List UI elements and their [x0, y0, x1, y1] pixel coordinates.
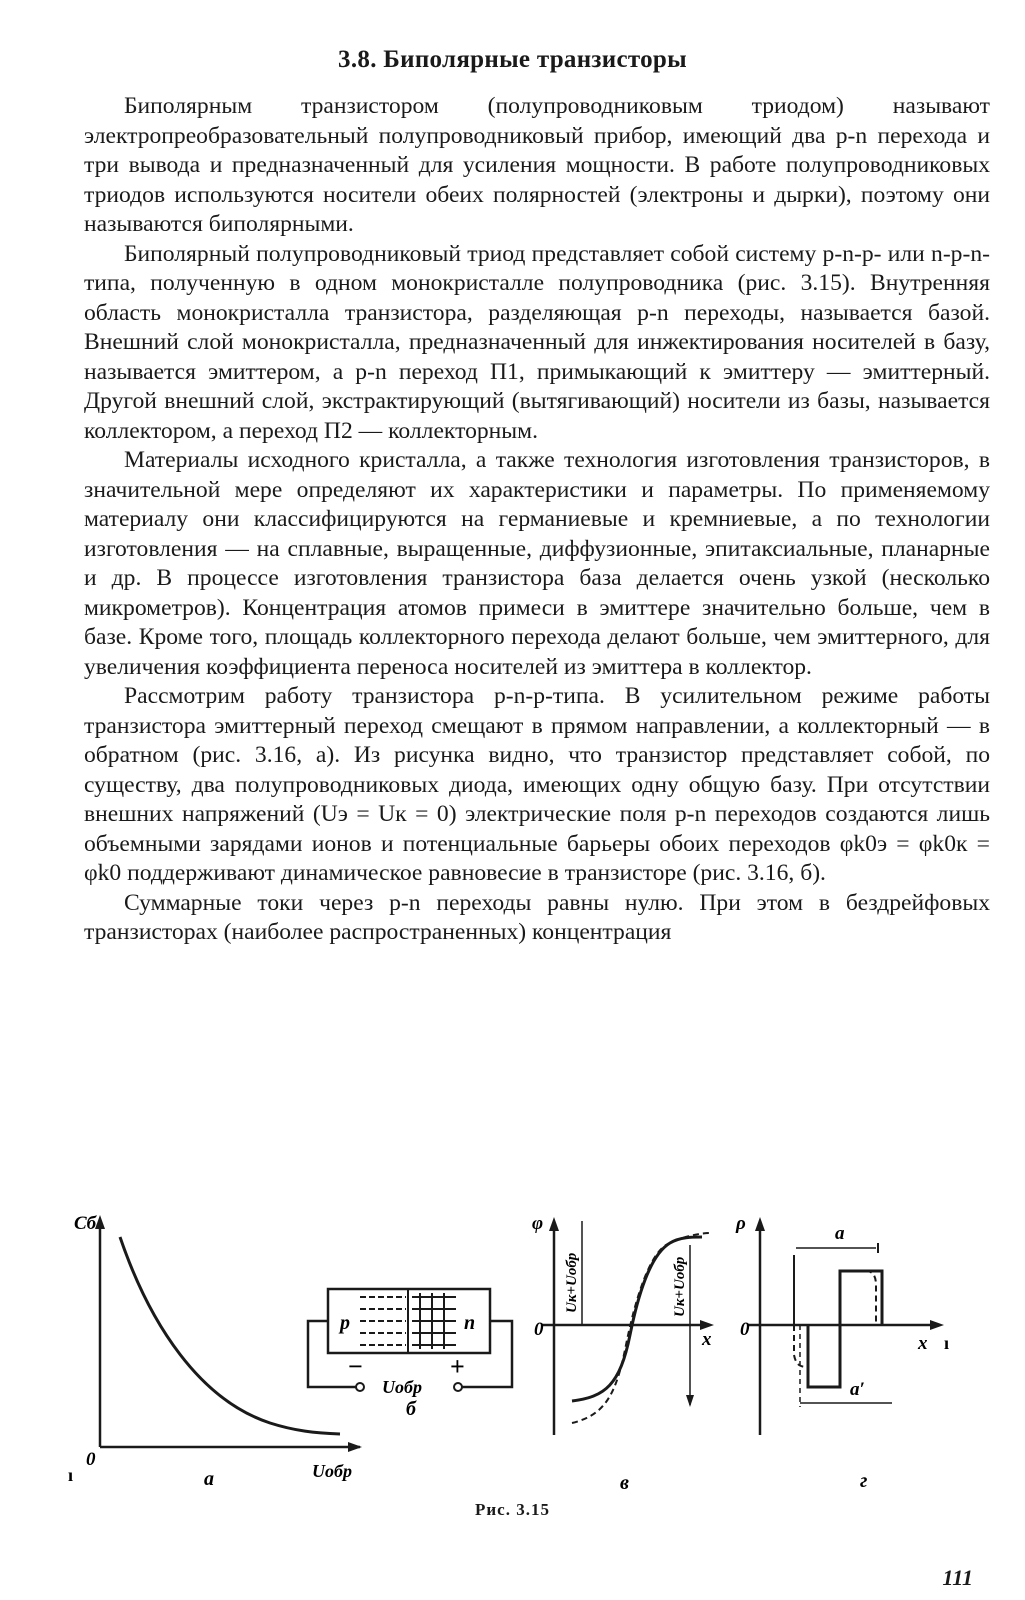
panel-b-voltage: Uобр [382, 1377, 422, 1397]
paragraph-4: Рассмотрим работу транзистора p-n-p-типа. В усилительном режиме работы транзистора эмиттерный переход смещают в прямом направлении, а коллекторный — в обратном (рис. 3.16, а). Из рисунка видно, что транзистор представляет собой, по существу, два полупроводниковых диода, имеющих одну общую базу. При отсутствии внешних напряжений (Uэ = Uк = 0) электрические поля p-n переходов создаются лишь объемными зарядами ионов и потенциальные барьеры обоих переходов φk0э = φk0к = φk0 поддерживают динамическое равновесие в транзисторе (рис. 3.16, б). [84, 683, 990, 886]
panel-a-ylabel: Cб [74, 1215, 97, 1234]
panel-v-xlabel: x [702, 1329, 712, 1350]
panel-g [748, 1217, 944, 1435]
panel-b-left-terminal [356, 1383, 364, 1391]
figure-3-15 [60, 1215, 1000, 1515]
panel-v-lower-label: Uк+Uобр [672, 1256, 688, 1317]
panel-g-dashed-left [794, 1325, 808, 1367]
panel-v [542, 1217, 714, 1435]
panel-g-dashed-right [866, 1271, 876, 1325]
panel-g-ylabel: ρ [736, 1215, 746, 1234]
page-number: 111 [942, 1565, 973, 1590]
panel-b-dashes [360, 1297, 406, 1345]
panel-v-upper-label: Uк+Uобр [564, 1252, 580, 1313]
panel-v-origin: 0 [534, 1319, 544, 1340]
panel-g-negative-block [808, 1325, 840, 1387]
panel-a-xlabel: Uобр [312, 1461, 352, 1481]
panel-b-minus: − [348, 1352, 363, 1381]
panel-v-ylabel: φ [532, 1215, 544, 1234]
paragraph-2: Биполярный полупроводниковый триод представляет собой систему p-n-p- или n-p-n-типа, полученную в одном монокристалле полупроводника (рис. 3.15). Внутренняя область монокристалла транзистора, разделяющая p-n переходы, называется базой. Внешний слой монокристалла, предназначенный для инжектирования носителей в базу, называется эмиттером, а p-n переход П1, примыкающий к эмиттеру — эмиттерный. Другой внешний слой, экстрактирующий (вытягивающий) носители из базы, называется коллектором, а переход П2 — коллекторным. [84, 240, 990, 444]
panel-a [95, 1215, 362, 1452]
paragraph-3: Материалы исходного кристалла, а также технология изготовления транзисторов, в значительной мере определяют их характеристики и параметры. По применяемому материалу они классифицируются на германиевые и кремниевые, а по технологии изготовления — на сплавные, выращенные, диффузионные, эпитаксиальные, планарные и др. В процессе изготовления транзистора база делается очень узкой (несколько микрометров). Концентрация атомов примеси в эмиттере значительно больше, чем в базе. Кроме того, площадь коллекторного перехода делают больше, чем эмиттерного, для увеличения коэффициента переноса носителей из эмиттера в коллектор. [84, 447, 990, 680]
panel-g-sublabel: г [860, 1470, 868, 1492]
panel-a-sublabel: а [204, 1468, 214, 1490]
paragraph-5: Суммарные токи через p-n переходы равны нулю. При этом в бездрейфовых транзисторах (наиболее распространенных) концентрация [84, 889, 990, 945]
body-text [84, 92, 990, 948]
section-title: 3.8. Биполярные транзисторы [338, 46, 687, 73]
panel-b-plus: + [450, 1352, 465, 1381]
panel-b-plus-grid [412, 1293, 456, 1349]
panel-g-xlabel: x [918, 1333, 928, 1354]
panel-a-margin-mark: ı [68, 1465, 74, 1485]
panel-b-n-label: n [464, 1312, 476, 1334]
figure-caption: Рис. 3.15 [475, 1500, 550, 1519]
paragraph-1: Биполярным транзистором (полупроводниковым триодом) называют электропреобразовательный полупроводниковый прибор, имеющий два p-n перехода и три вывода и предназначенный для усиления мощности. В работе полупроводниковых триодов используются носители обеих полярностей (электроны и дырки), поэтому они называются биполярными. [84, 93, 990, 237]
panel-b-right-terminal [454, 1383, 462, 1391]
panel-v-sublabel: в [620, 1472, 629, 1494]
figure-drawing [60, 1215, 1000, 1515]
panel-g-top-label: a [835, 1223, 845, 1244]
panel-g-edge-mark: ı [944, 1333, 950, 1353]
panel-b [308, 1289, 512, 1391]
panel-b-sublabel: б [406, 1398, 416, 1420]
panel-a-origin: 0 [86, 1449, 96, 1470]
panel-g-bottom-label: a′ [850, 1379, 865, 1400]
panel-g-origin: 0 [740, 1319, 750, 1340]
panel-b-p-label: p [340, 1312, 350, 1334]
